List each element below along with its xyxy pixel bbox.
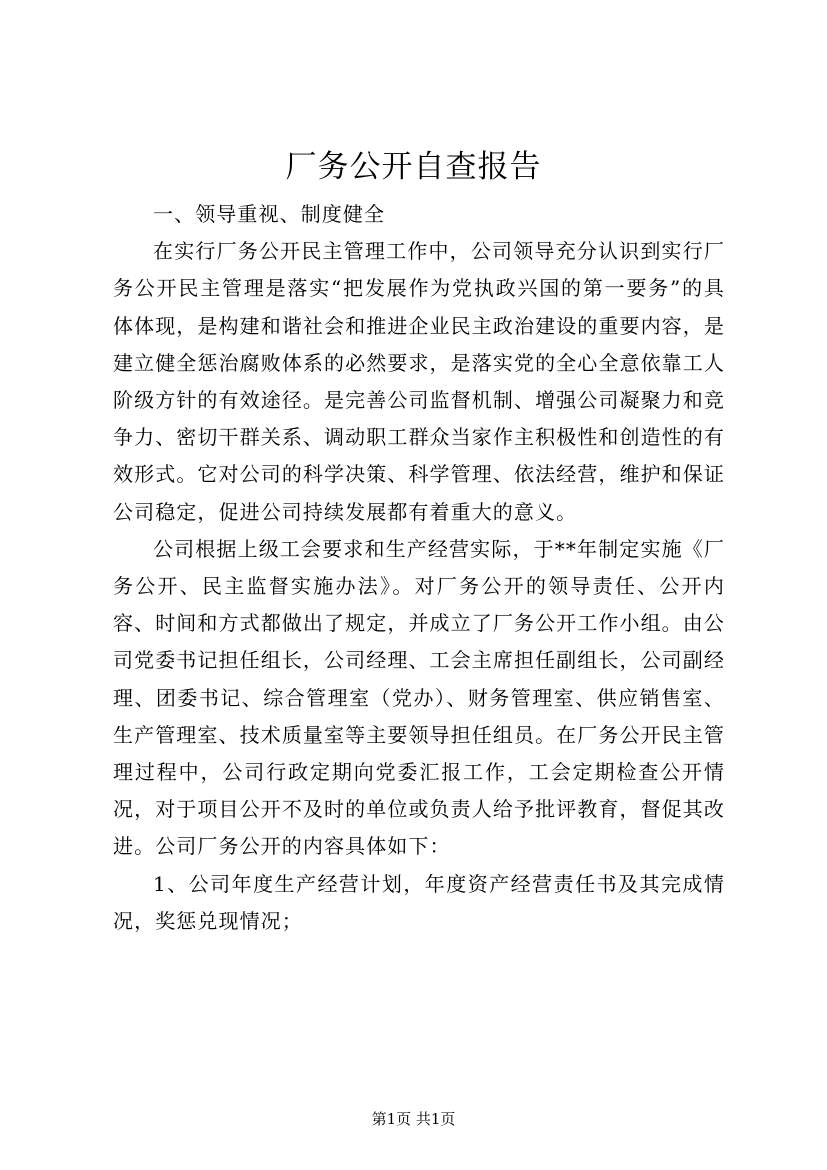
list-item: 1、公司年度生产经营计划，年度资产经营责任书及其完成情况，奖惩兑现情况； [113, 871, 725, 933]
document-body [113, 196, 725, 940]
page-number-footer: 第1页 共1页 [371, 1110, 456, 1128]
document-title: 厂务公开自查报告 [285, 149, 542, 185]
body-paragraph: 公司根据上级工会要求和生产经营实际，于**年制定实施《厂务公开、民主监督实施办法》。对厂务公开的领导责任、公开内容、时间和方式都做出了规定，并成立了厂务公开工作小组。由公司党委书记担任组长，公司经理、工会主席担任副组长，公司副经理、团委书记、综合管理室（党办）、财务管理室、供应销售室、生产管理室、技术质量室等主要领导担任组员。在厂务公开民主管理过程中，公司行政定期向党委汇报工作，工会定期检查公开情况，对于项目公开不及时的单位或负责人给予批评教育，督促其改进。公司厂务公开的内容具体如下： [113, 536, 725, 859]
section-heading: 一、领导重视、制度健全 [153, 202, 386, 226]
body-paragraph: 在实行厂务公开民主管理工作中，公司领导充分认识到实行厂务公开民主管理是落实“把发展作为党执政兴国的第一要务”的具体体现，是构建和谐社会和推进企业民主政治建设的重要内容，是建立健全惩治腐败体系的必然要求，是落实党的全心全意依靠工人阶级方针的有效途径。是完善公司监督机制、增强公司凝聚力和竞争力、密切干群关系、调动职工群众当家作主积极性和创造性的有效形式。它对公司的科学决策、科学管理、依法经营，维护和保证公司稳定，促进公司持续发展都有着重大的意义。 [113, 239, 725, 524]
